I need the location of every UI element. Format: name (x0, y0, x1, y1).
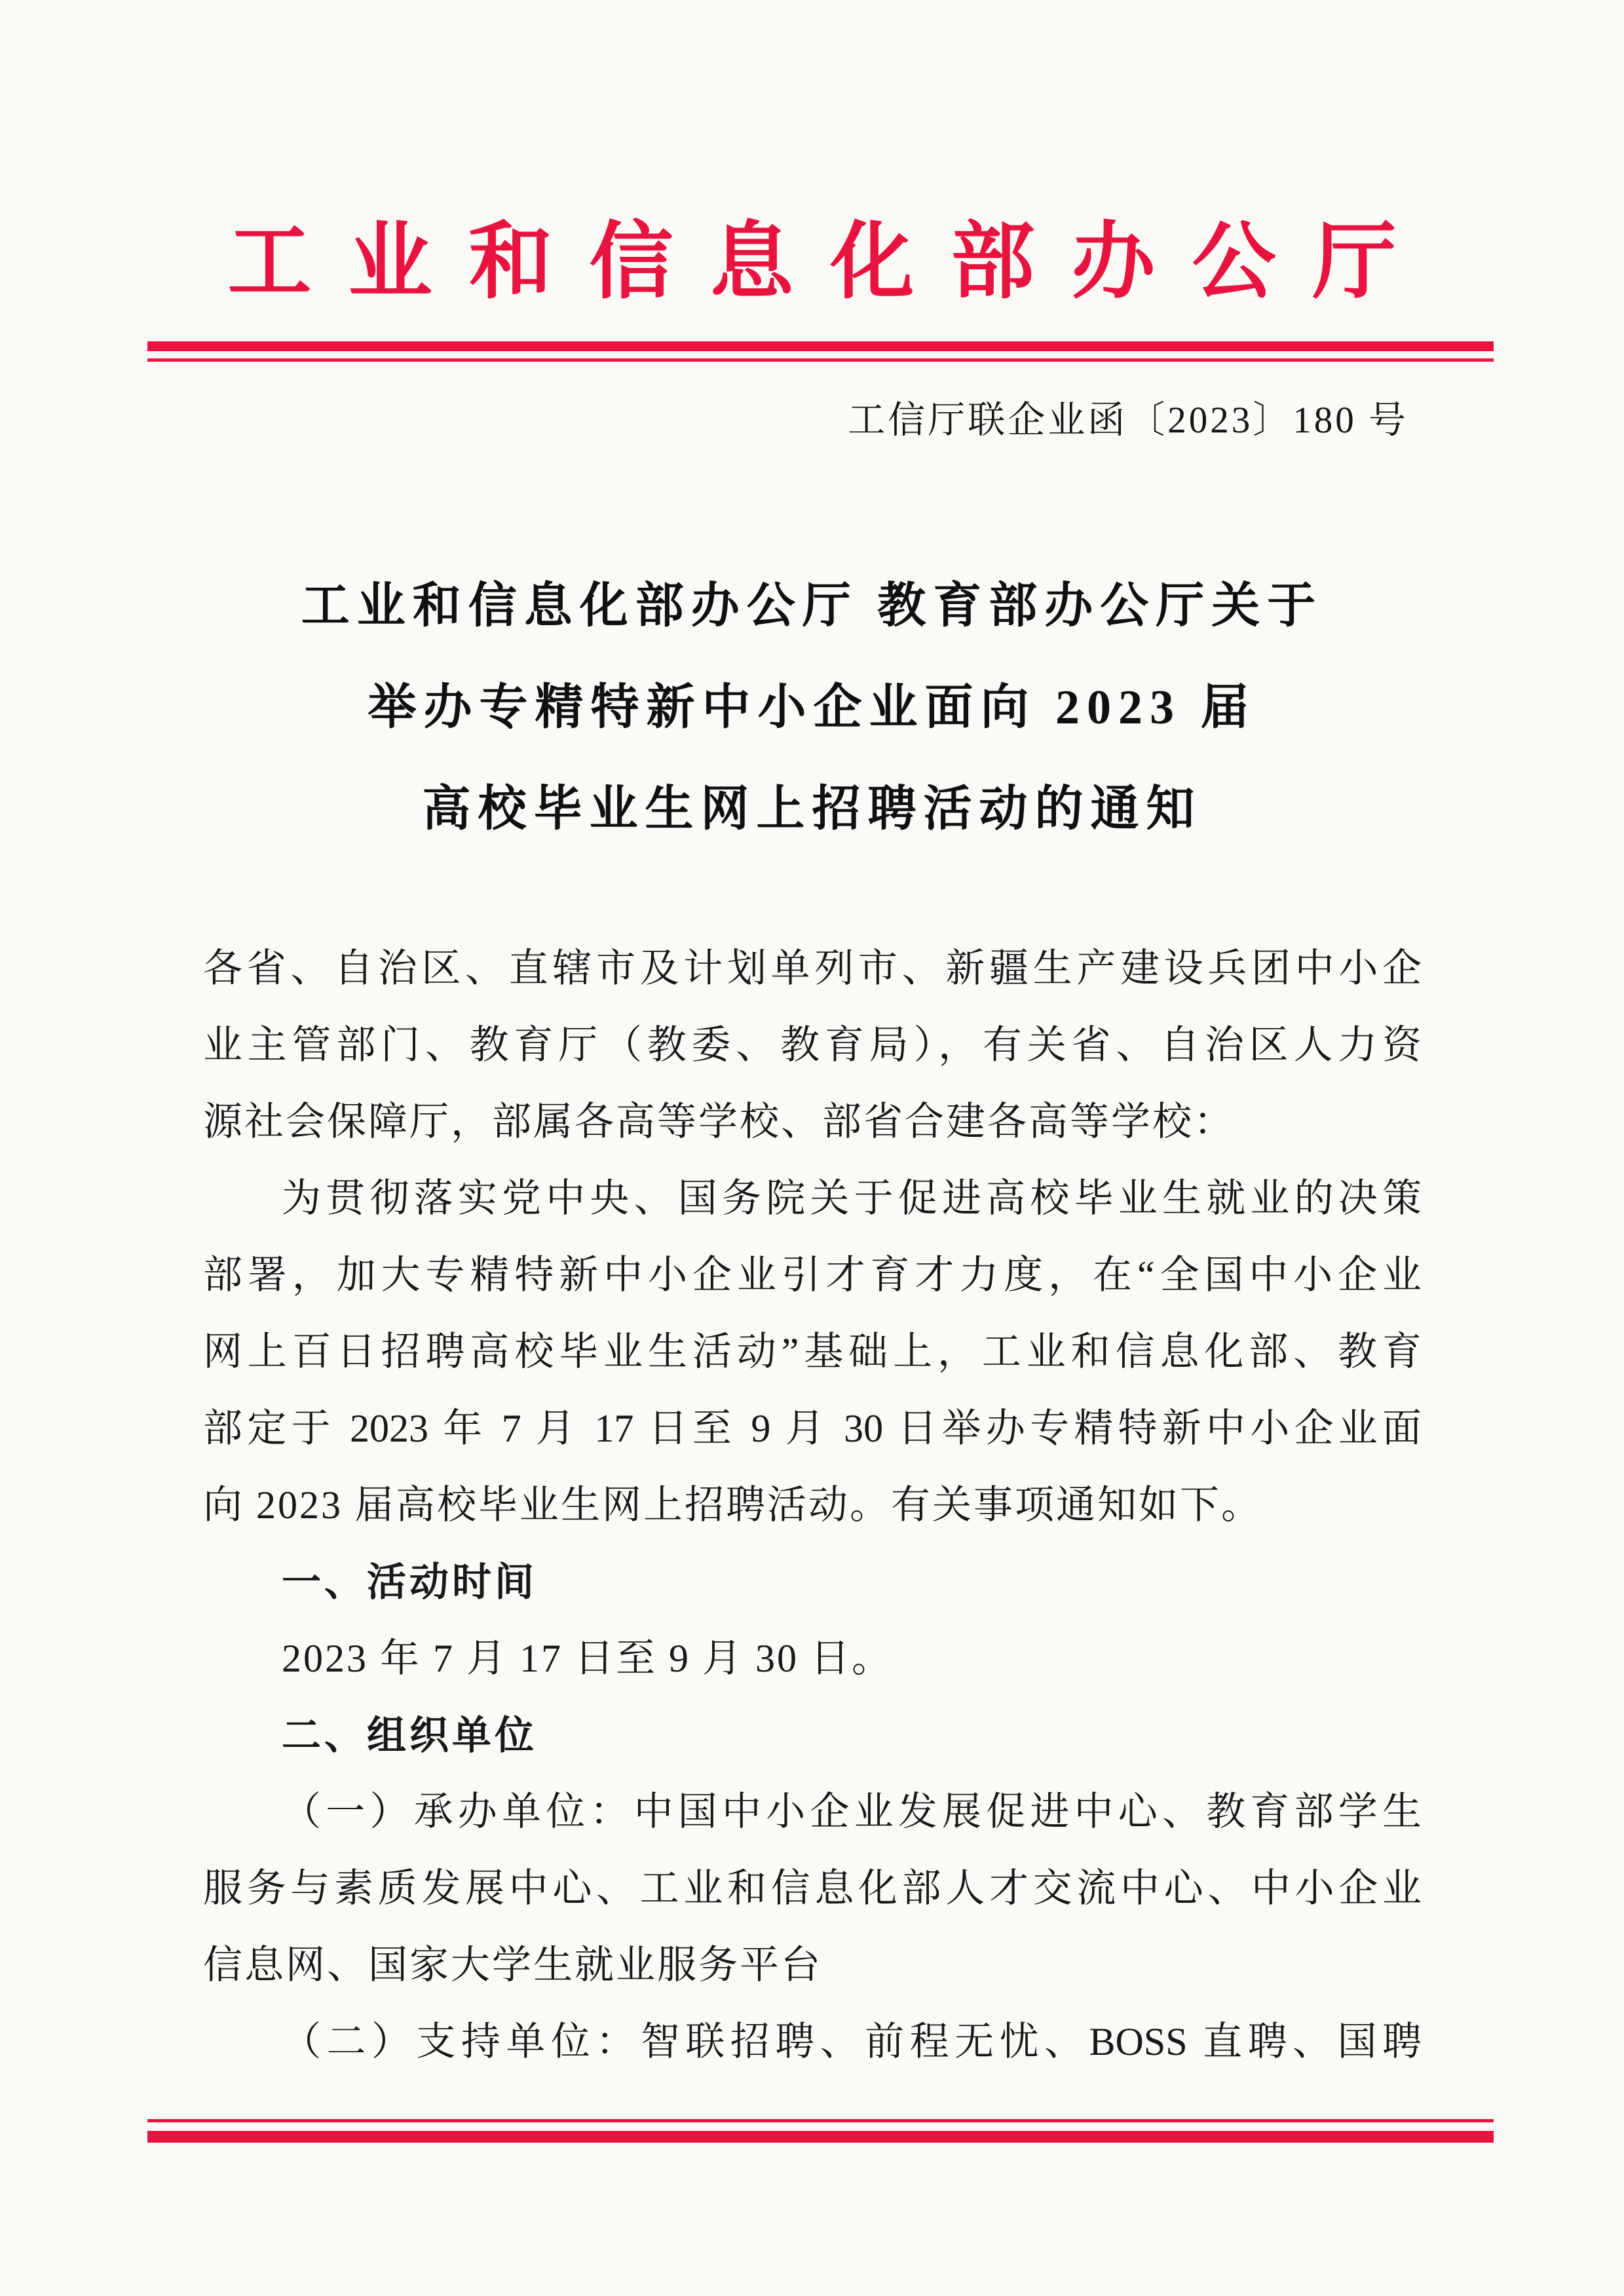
body-line: 业主管部门、教育厅（教委、教育局），有关省、自治区人力资 (203, 1024, 1422, 1067)
document-title-line: 举办专精特新中小企业面向 2023 届 (368, 681, 1256, 735)
body-line: 信息网、国家大学生就业服务平台 (203, 1943, 822, 1987)
body-line: 二、组织单位 (282, 1713, 537, 1757)
body-line: 部定于 2023 年 7 月 17 日至 9 月 30 日举办专精特新中小企业面 (203, 1407, 1422, 1450)
document-reference-number: 工信厅联企业函〔2023〕180 号 (848, 400, 1408, 441)
body-line: 部署，加大专精特新中小企业引才育才力度，在“全国中小企业 (203, 1253, 1422, 1297)
agency-masthead-title: 工业和信息化部办公厅 (227, 216, 1433, 309)
document-title-line: 高校毕业生网上招聘活动的通知 (422, 782, 1202, 836)
body-line: 服务与素质发展中心、工业和信息化部人才交流中心、中小企业 (203, 1867, 1422, 1910)
footer-rule-thin (147, 2119, 1494, 2122)
document-title-line: 工业和信息化部办公厅 教育部办公厅关于 (301, 579, 1323, 633)
body-line: （二）支持单位：智联招聘、前程无忧、BOSS 直聘、国聘 (282, 2020, 1422, 2063)
footer-rule-thick (147, 2131, 1494, 2143)
body-line: 一、活动时间 (282, 1560, 537, 1604)
document-title (0, 556, 1624, 860)
body-line: 为贯彻落实党中央、国务院关于促进高校毕业生就业的决策 (282, 1177, 1422, 1220)
body-line: 2023 年 7 月 17 日至 9 月 30 日。 (282, 1637, 893, 1680)
body-line: 网上百日招聘高校毕业生活动”基础上，工业和信息化部、教育 (203, 1330, 1422, 1373)
body-line: 向 2023 届高校毕业生网上招聘活动。有关事项通知如下。 (203, 1483, 1262, 1527)
header-rule-thin (147, 358, 1494, 362)
body-line: （一）承办单位：中国中小企业发展促进中心、教育部学生 (282, 1790, 1422, 1833)
header-rule-thick (147, 341, 1494, 351)
body-text (203, 930, 1422, 2080)
body-line: 各省、自治区、直辖市及计划单列市、新疆生产建设兵团中小企 (203, 947, 1422, 990)
body-line: 源社会保障厅，部属各高等学校、部省合建各高等学校： (203, 1100, 1235, 1143)
